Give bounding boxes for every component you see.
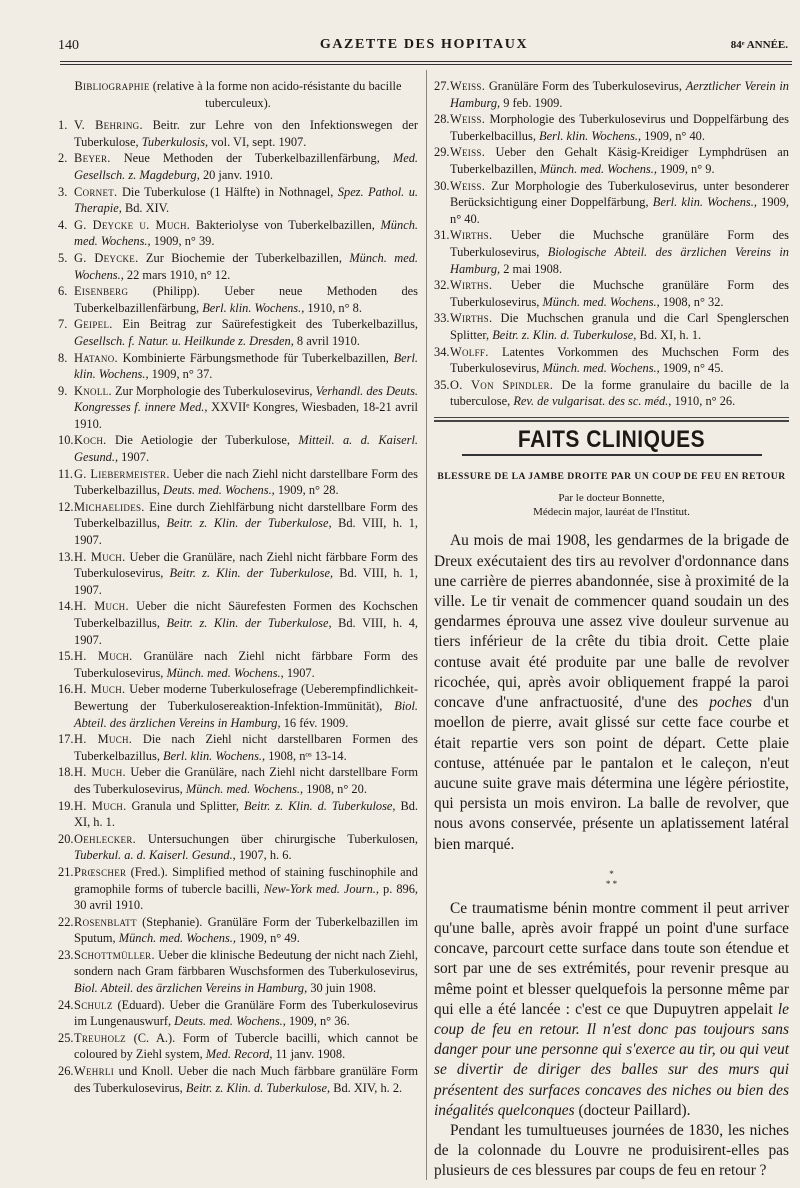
reference-entry: 3. Cornet. Die Tuberkulose (1 Hälfte) in Nothnagel, Spez. Pathol. u. Therapie, Bd. XIV. (58, 184, 419, 216)
reference-entry: 17.H. Much. Die nach Ziehl nicht darstellbaren Formen des Tuberkelbazillus, Berl. klin. Wochens., 1908, nᵒˢ 13-14. (58, 732, 418, 763)
reference-entry: 18.H. Much. Ueber die Granüläre, nach Ziehl nicht darstellbare Form des Tuberkulosevirus, Münch. med. Wochens., 1908, n° 20. (58, 765, 418, 796)
reference-entry: 35.O. Von Spindler. De la forme granulaire du bacille de la tuberculose, Rev. de vulgarisat. des sc. méd., 1910, n° 26. (434, 377, 789, 409)
header-rule-thick (60, 64, 792, 65)
author-title: Médecin major, lauréat de l'Institut. (533, 506, 690, 519)
section-rule (434, 417, 789, 418)
reference-entry: 24.Schulz (Eduard). Ueber die Granüläre Form des Tuberkulosevirus im Lungenauswurf, Deuts. med. Wochens., 1909, n° 36. (58, 997, 418, 1029)
paragraph-3: Pendant les tumultueuses journées de 1830, les niches de la colonnade du Louvre ne produisirent-elles pas plusieurs de ces blessures par coups de feu en retour ? (434, 1121, 789, 1180)
reference-entry: 31.Wirths. Ueber die Muchsche granüläre Form des Tuberkulosevirus, Biologische Abteil. des ärzlichen Vereins in Hamburg, 2 mai 1908. (434, 228, 789, 276)
page-number: 140 (58, 38, 79, 53)
reference-entry: 9. Knoll. Zur Morphologie des Tuberkulosevirus, Verhandl. des Deuts. Kongresses f. innere Med., XXVIIᵉ Kongres, Wiesbaden, 18-21 avril 1910. (58, 383, 418, 431)
reference-entry: 22.Rosenblatt (Stephanie). Granüläre Form der Tuberkelbazillen im Sputum, Münch. med. Wochens., 1909, n° 49. (58, 914, 418, 946)
header-rule (60, 61, 792, 62)
reference-entry: 20.Oehlecker. Untersuchungen über chirurgische Tuberkulosen, Tuberkul. a. d. Kaiserl. Gesund., 1907, h. 6. (58, 831, 418, 863)
reference-entry: 15.H. Much. Granüläre nach Ziehl nicht färbbare Form des Tuberkulosevirus, Münch. med. Wochens., 1907. (58, 649, 418, 680)
author-line: Par le docteur Bonnette, (558, 492, 665, 505)
bibliography-title: Bibliographie (relative à la forme non acido-résistante du bacille tuberculeux). (74, 79, 402, 110)
reference-entry: 27.Weiss. Granüläre Form des Tuberkulosevirus, Aerztlicher Verein in Hamburg, 9 feb. 1909. (434, 79, 789, 110)
reference-entry: 10.Koch. Die Aetiologie der Tuberkulose, Mitteil. a. d. Kaiserl. Gesund., 1907. (58, 433, 418, 465)
byline (434, 491, 789, 519)
reference-entry: 21.Prœscher (Fred.). Simplified method of staining fuschinophile and gramophile forms of tubercle bacilli, New-York med. Journ., p. 896, 30 avril 1910. (58, 864, 419, 913)
reference-entry: 4. G. Deycke u. Much. Bakteriolyse von Tuberkelbazillen, Münch. med. Wochens., 1909, n° 39. (58, 217, 418, 249)
section-rule-thick (434, 420, 789, 422)
left-column (58, 78, 418, 1096)
reference-entry: 33.Wirths. Die Muchschen granula und die Carl Spenglerschen Splitter, Beitr. z. Klin. d. Tuberkulose, Bd. XI, h. 1. (434, 311, 789, 342)
reference-entry: 11.G. Liebermeister. Ueber die nach Ziehl nicht darstellbare Form des Tuberkelbazillus, Deuts. med. Wochens., 1909, n° 28. (58, 466, 418, 498)
paragraph-1: Au mois de mai 1908, les gendarmes de la brigade de Dreux exécutaient des tirs au revolver d'ordonnance dans une carrière de pierres abandonnée, sise à proximité de la ville. Le tir venait de commencer quand soudain un des gendarmes éprouva une assez vive douleur survenue au tiers inférieur de la crête du tibia droit. Cette plaie contuse avait été produite par une balle de revolver ricochée, qui, après avoir obliquement frappé la paroi concave d'une anfractuosité, d'une des poches d'un moellon de pierre, avait glissé sur cette face courbe et était repartie vers son point de départ. Cette plaie contuse, atténuée par le pantalon et le caleçon, n'eut aucune suite grave mais détermina une légère périostite, qui persista un mois environ. La balle de revolver, que nous avons conservée, présente un aplatissement latéral bien marqué. (434, 532, 789, 853)
section-title-rule (462, 454, 762, 456)
reference-entry: 29.Weiss. Ueber den Gehalt Käsig-Kreidiger Lymphdrüsen an Tuberkelbazillen, Münch. med. Wochens., 1909, n° 9. (434, 145, 789, 176)
reference-entry: 19.H. Much. Granula und Splitter, Beitr. z. Klin. d. Tuberkulose, Bd. XI, h. 1. (58, 798, 419, 830)
reference-entry: 13.H. Much. Ueber die Granüläre, nach Ziehl nicht färbbare Form des Tuberkulosevirus, Beitr. z. Klin. der Tuberkulose, Bd. VIII, h. 1, 1907. (58, 549, 418, 597)
reference-entry: 32.Wirths. Ueber die Muchsche granüläre Form des Tuberkulosevirus, Münch. med. Wochens., 1908, n° 32. (434, 278, 789, 309)
right-column (434, 78, 789, 1182)
reference-list (58, 117, 418, 1096)
reference-entry: 2. Beyer. Neue Methoden der Tuberkelbazillenfärbung, Med. Gesellsch. z. Magdeburg, 20 janv. 1910. (58, 151, 418, 182)
reference-entry: 8. Hatano. Kombinierte Färbungsmethode für Tuberkelbazillen, Berl. klin. Wochens., 1909, n° 37. (58, 350, 418, 382)
reference-entry: 28.Weiss. Morphologie des Tuberkulosevirus und Doppelfärbung des Tuberkelbacillus, Berl. klin. Wochens., 1909, n° 40. (434, 112, 789, 143)
reference-entry: 30.Weiss. Zur Morphologie des Tuberkulosevirus, unter besonderer Berücksichtigung einer Doppelfärbung, Berl. klin. Wochens., 1909, n° 40. (434, 178, 790, 226)
paragraph-2: Ce traumatisme bénin montre comment il peut arriver qu'une balle, après avoir frappé un point d'une surface concave, parcourt cette surface dans toute son étendue et sort par une de ses extrémités, pour revenir presque au même point et blesser quelquefois la personne même par qui elle a été lancée : c'est ce que Dupuytren appelait le coup de feu en retour. Il n'est donc pas toujours sans danger pour une personne qui s'exerce au tir, ou qui veut se divertir de diriger des balles sur des murs qui présentent des surfaces concaves des niches ou bien des inégalités quelconques (docteur Paillard). (434, 899, 789, 1119)
reference-entry: 34.Wolff. Latentes Vorkommen des Muchschen Form des Tuberkulosevirus, Münch. med. Wochens., 1909, n° 45. (434, 344, 789, 376)
reference-entry: 26.Wehrli und Knoll. Ueber die nach Much färbbare granüläre Form des Tuberkulosevirus, Beitr. z. Klin. d. Tuberkulose, Bd. XIV, h. 2. (58, 1064, 418, 1095)
section-title: FAITS CLINIQUES (517, 426, 706, 453)
reference-entry: 23.Schottmüller. Ueber die klinische Bedeutung der nicht nach Ziehl, sondern nach Gram färbbaren Wuschsformen des Tuberkulosevirus, Biol. Abteil. des ärzlichen Vereins in Hamburg, 30 juin 1908. (58, 947, 418, 996)
reference-entry: 1. V. Behring. Beitr. zur Lehre von den Infektionswegen der Tuberkulose, Tuberkulosis, vol. VI, sept. 1907. (58, 118, 418, 149)
reference-entry: 12.Michaelides. Eine durch Ziehlfärbung nicht darstellbare Form des Tuberkelbazillus, Beitr. z. Klin. der Tuberkulose, Bd. VIII, h. 1, 1907. (58, 499, 418, 548)
journal-title: GAZETTE DES HOPITAUX (319, 37, 529, 52)
reference-list-continued (434, 78, 789, 410)
page-header (56, 36, 792, 58)
column-divider (426, 70, 427, 1180)
reference-entry: 25.Treuholz (C. A.). Form of Tubercle bacilli, which cannot be coloured by Ziehl system, Med. Record, 11 janv. 1908. (58, 1030, 418, 1062)
reference-entry: 16.H. Much. Ueber moderne Tuberkulosefrage (Ueberempfindlichkeit-Bewertung der Tuberkulosereaktion-Infektion-Immünität), Biol. Abteil. des ärzlichen Vereins in Hamburg, 16 fév. 1909. (58, 682, 418, 730)
year-label: 84ᵉ ANNÉE. (730, 39, 788, 51)
reference-entry: 5. G. Deycke. Zur Biochemie der Tuberkelbazillen, Münch. med. Wochens., 22 mars 1910, n° 12. (58, 250, 419, 282)
reference-entry: 6. Eisenberg (Philipp). Ueber neue Methoden des Tuberkelbazillenfärbung, Berl. klin. Wochens., 1910, n° 8. (58, 284, 418, 315)
article-title: BLESSURE DE LA JAMBE DROITE PAR UN COUP DE FEU EN RETOUR (437, 471, 786, 483)
reference-entry: 7. Geipel. Ein Beitrag zur Saürefestigkeit des Tuberkelbazillus, Gesellsch. f. Natur. u. Heilkunde z. Dresden, 8 avril 1910. (58, 317, 418, 348)
reference-entry: 14.H. Much. Ueber die nicht Säurefesten Formen des Kochschen Tuberkelbazillus, Beitr. z. Klin. der Tuberkulose, Bd. VIII, h. 4, 1907. (58, 599, 418, 647)
section-separator: * * * (605, 868, 618, 889)
